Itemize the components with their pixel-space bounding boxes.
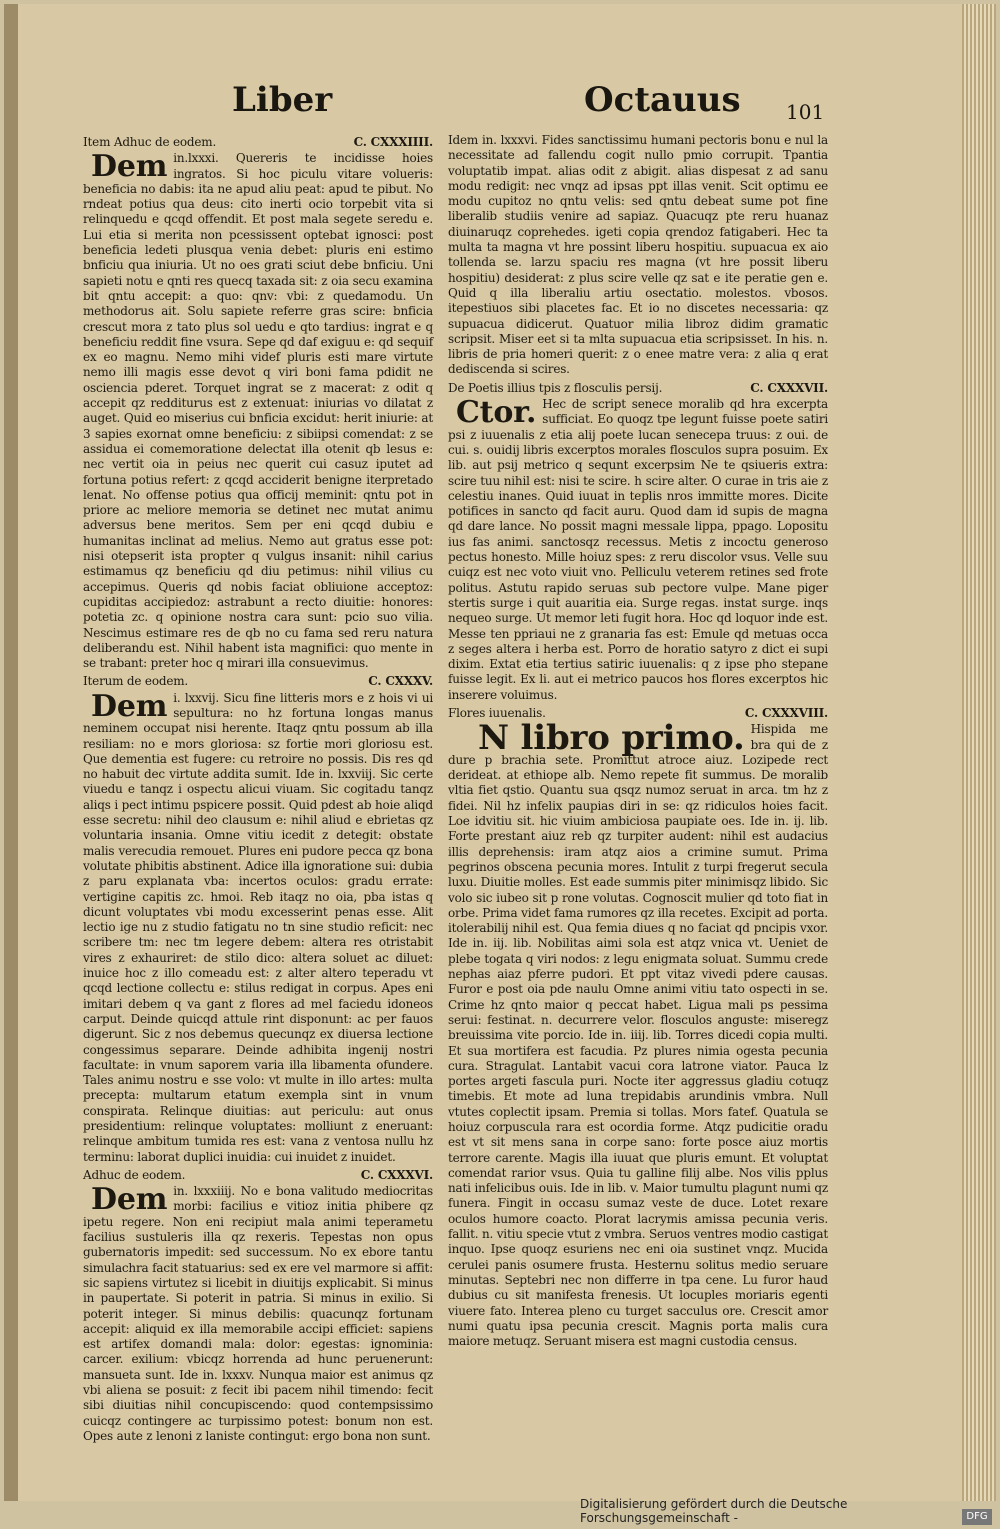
chapter-heading xyxy=(448,381,828,396)
chapter-heading xyxy=(83,1168,433,1183)
drop-cap: Ctor. xyxy=(456,395,537,431)
chapter-number: C. CXXXVI. xyxy=(360,1167,433,1182)
chapter-title: Iterum de eodem. xyxy=(83,674,189,689)
text-paragraph xyxy=(83,1184,433,1444)
chapter-number: C. CXXXIIII. xyxy=(353,135,433,149)
gutter xyxy=(4,4,18,1501)
paragraph-text: Idem in. lxxxvi. Fides sanctissimu humani pectoris bonu e nul la necessitate ad fallendu cogit nullo pmio corrupit. Tpantia voluptatib impat. alias odit z abigit. alias dispesat z ad sanu modu redigit: nec vnqz ad ipsas ppt illas venit. Scit optimu ee modu cupitoz no qntu velis: sed qntu debeat sume pot fine liberalib studiis venire ad sapiaz. Quacuqz pte reru huanaz diuinaruqz coprehedes. igeti copia qrendoz fatigaberi. Hec ta multa ta magna vt hre possint liberu hospitiu. supuacua ex aio tollenda se. larzu spaciu res magna (vt hre possit liberu hospitiu) desiderat: z plus scire velle qz sat e ite peratie gen e. Quid q illa liberaliu artiu osectatio. molestos. vbosos. itepestiuos sibi placetes fac. Et io no discetes necessaria: qz supuacua didicerut. Quatuor milia libroz didim gramatic scripsit. Miser eet si ta mlta supuacua etia scripsisset. In his. n. libris de pria homeri querit: z o enee matre vera: z alia q erat dediscenda si scires. xyxy=(448,133,828,377)
running-head-left: Liber xyxy=(232,80,333,120)
text-paragraph xyxy=(83,688,433,1165)
chapter-number: C. CXXXV. xyxy=(368,674,433,689)
paragraph-text: Hec de script senece moralib qd hra excerpta sufficiat. Eo quoqz tpe legunt fuisse poete satiri psi z iuuenalis z etia alij poete lucan senecepa truus: z oui. de cui. s. ouidij libris excerptos morales flosculos supra posuim. Ex lib. aut psij metrico q sequnt excerpsim Ne te qsiueris extra: scire tuu nihil est: nisi te scire. h scire alter. O curae in tris aie z celestiu inanes. Quid iuuat in teplis nros immitte mores. Dicite potifices in sancto qd facit auru. Quod dam id supis de magna qd dare lance. No possit magni messale lippa, ppago. Lopositu ius fas animi. sanctosqz recessus. Metis z incoctu generoso pectus honesto. Mille hoiuz spes: z reru discolor vsus. Velle suu cuiqz est nec voto viuit vno. Pelliculu veterem retines sed frote politus. Astutu rapido seruas sub pectore vulpe. Mane piger stertis surge i quit auaritia eia. Surge regas. instat surge. inqs nequeo surge. Ut memor leti fugit hora. Hoc qd loquor inde est. Messe ten ppriaui ne z granaria fas est: Emule qd metuas occa z seges altera i herba est. Porro de horatio satyro z dict ei supi dixim. Extat etia tertius satiric iuuenalis: q z ipse pho stepane fuisse legit. Ex li. aut ei metrico paucos hos flores excerptos hic inserere voluimus. xyxy=(448,397,828,702)
drop-cap: Dem xyxy=(91,1182,168,1218)
footer-credit: Digitalisierung gefördert durch die Deutsche Forschungsgemeinschaft - xyxy=(580,1497,848,1525)
text-paragraph xyxy=(448,718,828,1349)
paragraph-text: in.lxxxi. Quereris te incidisse hoies ingratos. Si hoc piculu vitare volueris: beneficia no dabis: ita ne apud aliu peat: apud te pibut. No rndeat potius qua deus: cito inerti ocio torpebit vita si relinquedu e qcqd offendit. Et post mala segete seredu e. Lui etia si merita non pcessissent optebat ignosci: post beneficia ledeti plusqua venia debet: pluris eni estimo bnficiu qua iniuria. Ut no oes grati sciut debe bnficiu. Uni sapieti notu e qnti res quecq taxada sit: z oia secu examina bit qntu accepit: a quo: qnv: vbi: z quedamodu. Un methodorus ait. Solu sapiete referre gras scire: bnficia crescut mora z tato plus sol uedu e qto tardius: ingrat e q beneficiu reddit fine vsura. Sepe qd daf exiguu e: qd sequif ex eo magnu. Nemo mihi videf pluris esti mare virtute nemo illi magis esse devot q viri boni fama pdidit ne osciencia pderet. Torquet ingrat se z macerat: z odit q accepit qz redditurus est z extenuat: iniurias vo dilatat z auget. Quid eo miserius cui bnficia excidut: herit iniurie: at 3 sapies exornat omne beneficiu: z sibiipsi comendat: z se assidua ei comemoratione delectat illa otenit qb lesus e: nec vertit oia in peius nec querit cui casuz iputet ad fortuna potius refert: z qcqd acciderit benigne iterpretado lenat. No offense potius qua officij meminit: qntu pot in priore ac meliore memoria se detinet nec mutat animu adversus bene meritos. Sem per eni qcqd dubiu e humanitas inclinat ad melius. Nemo aut gratus esse pot: nisi otepserit ista propter q vulgus insanit: nihil carius estimamus qz beneficiu qd diu petimus: nihil vilius cu accepimus. Queris qd nobis faciat obliuione acceptoz: cupiditas accipiedoz: astrabunt a recto diuitie: honores: potetia zc. q opinione nostra cara sunt: pcio suo vilia. Nescimus estimare res de qb no cu fama sed reru natura deliberandu est. Nihil habent ista magnifici: quo mente in se trabant: preter hoc q mirari illa consuevimus. xyxy=(83,151,433,671)
chapter-title: De Poetis illius tpis z flosculis persij. xyxy=(448,380,663,395)
page-edges xyxy=(962,4,996,1501)
paragraph-text: in. lxxxiiij. No e bona valitudo mediocritas morbi: facilius e vitioz initia phibere qz ipetu regere. Non eni recipiut mala animi teperametu facilius sustuleris illa qz rexeris. Tepestas non opus gubernatoris impedit: sed successum. No ex ebore tantu simulachra facit statuarius: sed ex ere vel marmore si affit: sic sapiens virtutez si licebit in diuitijs explicabit. Si minus in paupertate. Si poterit in patria. Si minus in exilio. Si poterit integer. Si minus debilis: quacunqz fortunam accepit: aliquid ex illa memorabile accipi efficiet: sapiens est artifex domandi mala: dolor: egestas: ignominia: carcer. exilium: vbicqz horrenda ad hunc peruenerunt: mansueta sunt. Ide in. lxxxv. Nunqua maior est animus qz vbi aliena se posuit: z fecit ibi pacem nihil timendo: fecit sibi diuitias nihil concupiscendo: quod contempsissimo cuicqz contingere ac turpissimo potest: bonum non est. Opes aute z lenoni z laniste contingut: ergo bona non sunt. xyxy=(83,1184,433,1443)
paragraph-text: i. lxxvij. Sicu fine litteris mors e z hois vi ui sepultura: no hz fortuna longas manus neminem occupat nisi herente. Itaqz qntu possum ab illa resiliam: no e mors gloriosa: sz fortie mori gloriosu est. Que dementia est fugere: cu retroire no possis. Dis res qd no habuit dec virtute addita sumit. Ide in. lxxviij. Sic certe viuedu e tanqz i ospectu alicui viuam. Sic cogitadu tanqz aliqs i pect intimu pspicere possit. Quid pdest ab hoie aliqd esse secretu: nihil deo clausum e: nihil aliud e ebrietas qz voluntaria insania. Omne vitiu icedit z detegit: obstate malis verecudia remouet. Plures eni pudore pecca qz bona volutate phibitis abstinent. Adice illa ignoratione sui: dubia z paru explanata vba: incertos oculos: gradu errate: vertigine capitis zc. hmoi. Reb itaqz no oia, pba istas q dicunt voluptates vbi modu excesserint penas esse. Alit lectio ige nu z studio fatigatu no tn sine studio reficit: nec scribere tm: nec tm legere debem: altera res otristabit vires z exhauriret: de stilo dico: altera soluet ac diluet: inuice hoc z illo comeadu est: z alter altero teperadu vt qcqd lectione collectu e: stilus redigat in corpus. Apes eni imitari debem q va gant z flores ad mel faciedu idoneos carput. Deinde quicqd attule rint disponunt: ac per fauos digerunt. Sic z nos debemus quecunqz ex diuersa lectione congessimus separare. Deinde adhibita ingenij nostri facultate: in vnum saporem varia illa libamenta ofundere. Tales animu nostru e sse volo: vt multe in illo artes: multa precepta: multarum etatum exempla sint in vnum conspirata. Relinque diuitias: aut periculu: aut onus presidentium: relinque voluptates: molliunt z eneruant: relinque ambitum tumida res est: vana z ventosa nullu hz terminu: laborat duplici inuidia: cui inuidet z inuidet. xyxy=(83,690,433,1164)
text-paragraph xyxy=(83,151,433,671)
paragraph-text: Hispida me bra qui de z dure p brachia sete. Promittut atroce aiuz. Lozipede rect derideat. at ethiope alb. Nemo repete fit summus. De moralib vltia fiet qstio. Quantu sua qsqz numoz seruat in arca. tm hz z fidei. Nil hz infelix paupias diri in se: qz ridiculos hoies facit. Loe idvitiu sit. hic viuim ambiciosa paupiate oes. Ide in. ij. lib. Forte prestant aiuz reb qz turpiter audent: nihil est audacius illis deprehensis: iram atqz aios a crimine sumut. Prima pegrinos obscena pecunia mores. Intulit z turpi fregerut secula luxu. Diuitie molles. Est eade summis piter minimisqz libido. Sic volo sic iubeo sit p rone volutas. Cognoscit mulier qd toto fiat in orbe. Prima videt fama rumores qz illa recetes. Excipit ad porta. itolerabilij nihil est. Qua femia diues q no faciat qd pncipis vxor. Ide in. iij. lib. Nobilitas aimi sola est atqz vnica vt. Ueniet de plebe togata q viri nodos: z legu enigmata soluat. Summu crede nephas aiaz pferre pudori. Et ppt vitaz vivedi pdere causas. Furor e post oia pde naulu Omne animi vitiu tato ospecti in se. Crime hz qnto maior q peccat habet. Ligua mali ps pessima serui: festinat. n. decurrere velor. flosculos anguste: miseregz breuissima vite porcio. Ide in. iiij. lib. Torres dicedi copia multi. Et sua mortifera est facudia. Pz plures nimia ogesta pecunia cura. Stragulat. Lantabit vacui cora latrone viator. Pauca lz portes argeti fascula puri. Nocte iter aggressus gladiu cotuqz timebis. Et mote ad luna trepidabis arundinis vmbra. Null vtutes coplectit ipsam. Premia si tollas. Mors fatef. Quatula se hoiuz corpuscula rara est ocordia forme. Atqz pudicitie oradu est vt sit mens sana in corpe sano: forte posce aiuz mortis terrore carente. Magis illa iuuat que pluris emunt. Et voluptat comendat rarior vsus. Quia tu galline filij albe. Nos vilis pplus nati infelicibus ouis. Ide in lib. v. Maior tumultu plagunt numi qz funera. Fingit in occasu sumaz veste de duce. Lotet rexare oculos humore coacto. Plorat lacrymis amissa pecunia veris. fallit. n. vitiu specie vtut z vmbra. Seruos ventres modio castigat inquo. Ipse quoqz esuriens nec eni oia sustinet vnqz. Mucida cerulei panis osumere frusta. Hesternu solitus medio seruare minutas. Septebri nec non differre in tpa cene. Lu furor haud dubius cu sit manifesta frenesis. Ut locuples moriaris egenti viuere fato. Interea pleno cu turget sacculus ore. Crescit amor numi quatu ipsa pecunia crescit. Magnis porta malis cura maiore metuqz. Seruant misera est magni custodia census. xyxy=(448,722,828,1349)
folio-number: 101 xyxy=(786,100,825,124)
drop-cap: Dem xyxy=(91,149,168,185)
right-column xyxy=(448,133,828,1352)
chapter-number: C. CXXXVIII. xyxy=(744,705,828,720)
drop-cap: N libro primo. xyxy=(478,718,745,759)
drop-cap: Dem xyxy=(91,688,168,724)
chapter-heading xyxy=(83,135,433,150)
chapter-title: Item Adhuc de eodem. xyxy=(83,135,217,149)
running-head-right: Octauus xyxy=(584,80,741,120)
chapter-title: Adhuc de eodem. xyxy=(83,1167,186,1182)
chapter-heading xyxy=(83,674,433,689)
dfg-logo: DFG xyxy=(962,1509,992,1525)
text-paragraph xyxy=(448,397,828,703)
left-column xyxy=(83,133,433,1447)
text-paragraph xyxy=(448,133,828,378)
chapter-title: Flores iuuenalis. xyxy=(448,705,546,720)
chapter-number: C. CXXXVII. xyxy=(750,380,828,395)
